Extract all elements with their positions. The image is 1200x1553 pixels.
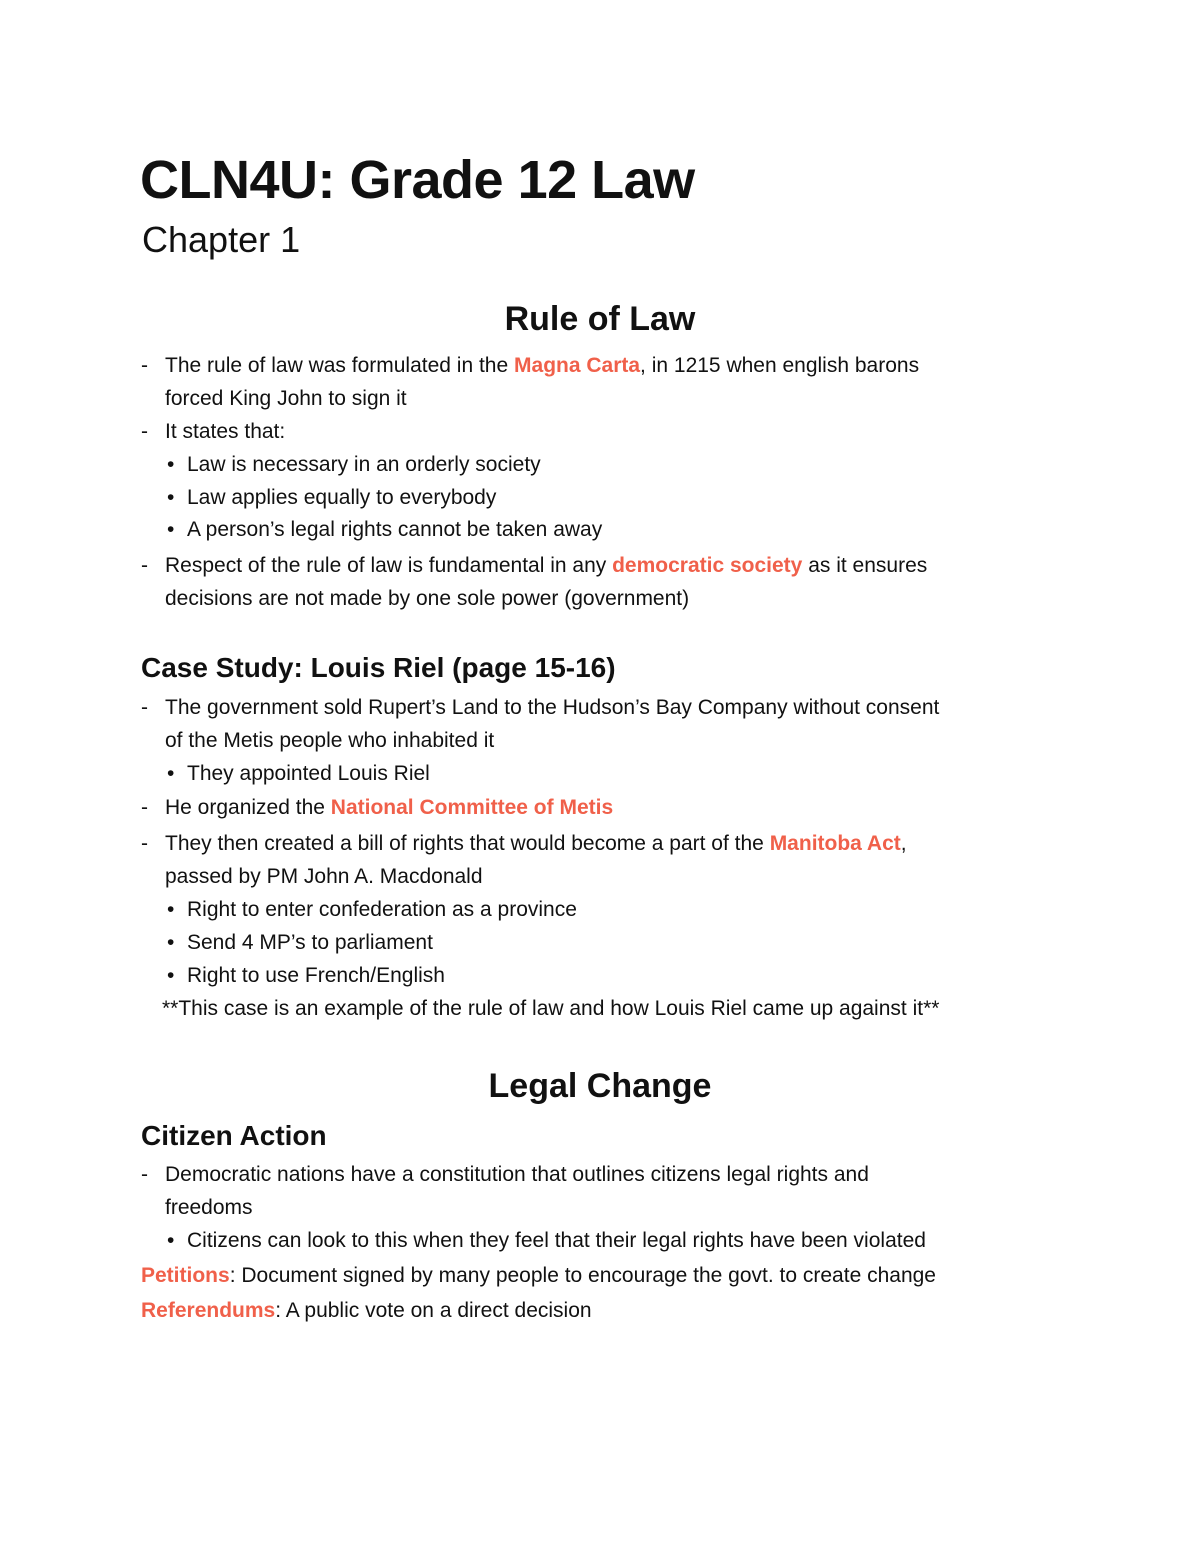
text: They then created a bill of rights that would become a part of the bbox=[165, 832, 770, 855]
section-heading-case-study: Case Study: Louis Riel (page 15-16) bbox=[141, 652, 616, 683]
definition-petitions bbox=[141, 1262, 936, 1290]
text: : Document signed by many people to encourage the govt. to create change bbox=[229, 1264, 936, 1287]
text: They appointed Louis Riel bbox=[187, 762, 430, 785]
text: decisions are not made by one sole power (government) bbox=[165, 587, 690, 610]
text: Law applies equally to everybody bbox=[187, 486, 497, 509]
text: It states that: bbox=[165, 420, 286, 443]
text: Respect of the rule of law is fundamental in any bbox=[165, 554, 613, 577]
text: Democratic nations have a constitution that outlines citizens legal rights and bbox=[165, 1163, 869, 1186]
text: passed by PM John A. Macdonald bbox=[165, 865, 483, 888]
key-term: Manitoba Act bbox=[769, 832, 901, 855]
key-term: Petitions bbox=[141, 1264, 230, 1287]
key-term: Magna Carta bbox=[514, 354, 641, 377]
bullet-marker: • bbox=[167, 931, 175, 954]
dash-marker: - bbox=[141, 354, 148, 377]
text: The rule of law was formulated in the bbox=[165, 354, 515, 377]
document-title: CLN4U: Grade 12 Law bbox=[140, 150, 695, 210]
text: freedoms bbox=[165, 1196, 253, 1219]
section-heading-rule-of-law: Rule of Law bbox=[504, 300, 696, 338]
text: Send 4 MP’s to parliament bbox=[187, 931, 433, 954]
key-term: democratic society bbox=[612, 554, 803, 577]
text: Citizens can look to this when they feel that their legal rights have been violated bbox=[187, 1229, 926, 1252]
dash-marker: - bbox=[141, 420, 148, 443]
bullet-marker: • bbox=[167, 964, 175, 987]
dash-marker: - bbox=[141, 796, 148, 819]
text: , in 1215 when english barons bbox=[640, 354, 920, 377]
text: Right to use French/English bbox=[187, 964, 445, 987]
bullet-marker: • bbox=[167, 898, 175, 921]
dash-marker: - bbox=[141, 1163, 148, 1186]
text: Right to enter confederation as a province bbox=[187, 898, 577, 921]
dash-marker: - bbox=[141, 554, 148, 577]
dash-marker: - bbox=[141, 696, 148, 719]
text: of the Metis people who inhabited it bbox=[165, 729, 495, 752]
key-term: Referendums bbox=[141, 1299, 276, 1322]
bullet-marker: • bbox=[167, 518, 175, 541]
text: A person’s legal rights cannot be taken away bbox=[187, 518, 603, 541]
text: Law is necessary in an orderly society bbox=[187, 453, 541, 476]
text: as it ensures bbox=[802, 554, 928, 577]
text: The government sold Rupert’s Land to the Hudson’s Bay Company without consent bbox=[165, 696, 940, 719]
text: : A public vote on a direct decision bbox=[275, 1299, 592, 1322]
bullet-marker: • bbox=[167, 486, 175, 509]
text: forced King John to sign it bbox=[165, 387, 407, 410]
document-subtitle: Chapter 1 bbox=[142, 219, 301, 260]
bullet-marker: • bbox=[167, 762, 175, 785]
section-heading-legal-change: Legal Change bbox=[488, 1067, 712, 1105]
bullet-marker: • bbox=[167, 1229, 175, 1252]
text: He organized the bbox=[165, 796, 331, 819]
definition-referendums bbox=[141, 1297, 592, 1325]
key-term: National Committee of Metis bbox=[330, 796, 614, 819]
subsection-heading-citizen-action: Citizen Action bbox=[141, 1120, 327, 1151]
dash-marker: - bbox=[141, 832, 148, 855]
text: , bbox=[900, 832, 907, 855]
bullet-marker: • bbox=[167, 453, 175, 476]
case-study-note: **This case is an example of the rule of law and how Louis Riel came up against it** bbox=[162, 997, 940, 1020]
